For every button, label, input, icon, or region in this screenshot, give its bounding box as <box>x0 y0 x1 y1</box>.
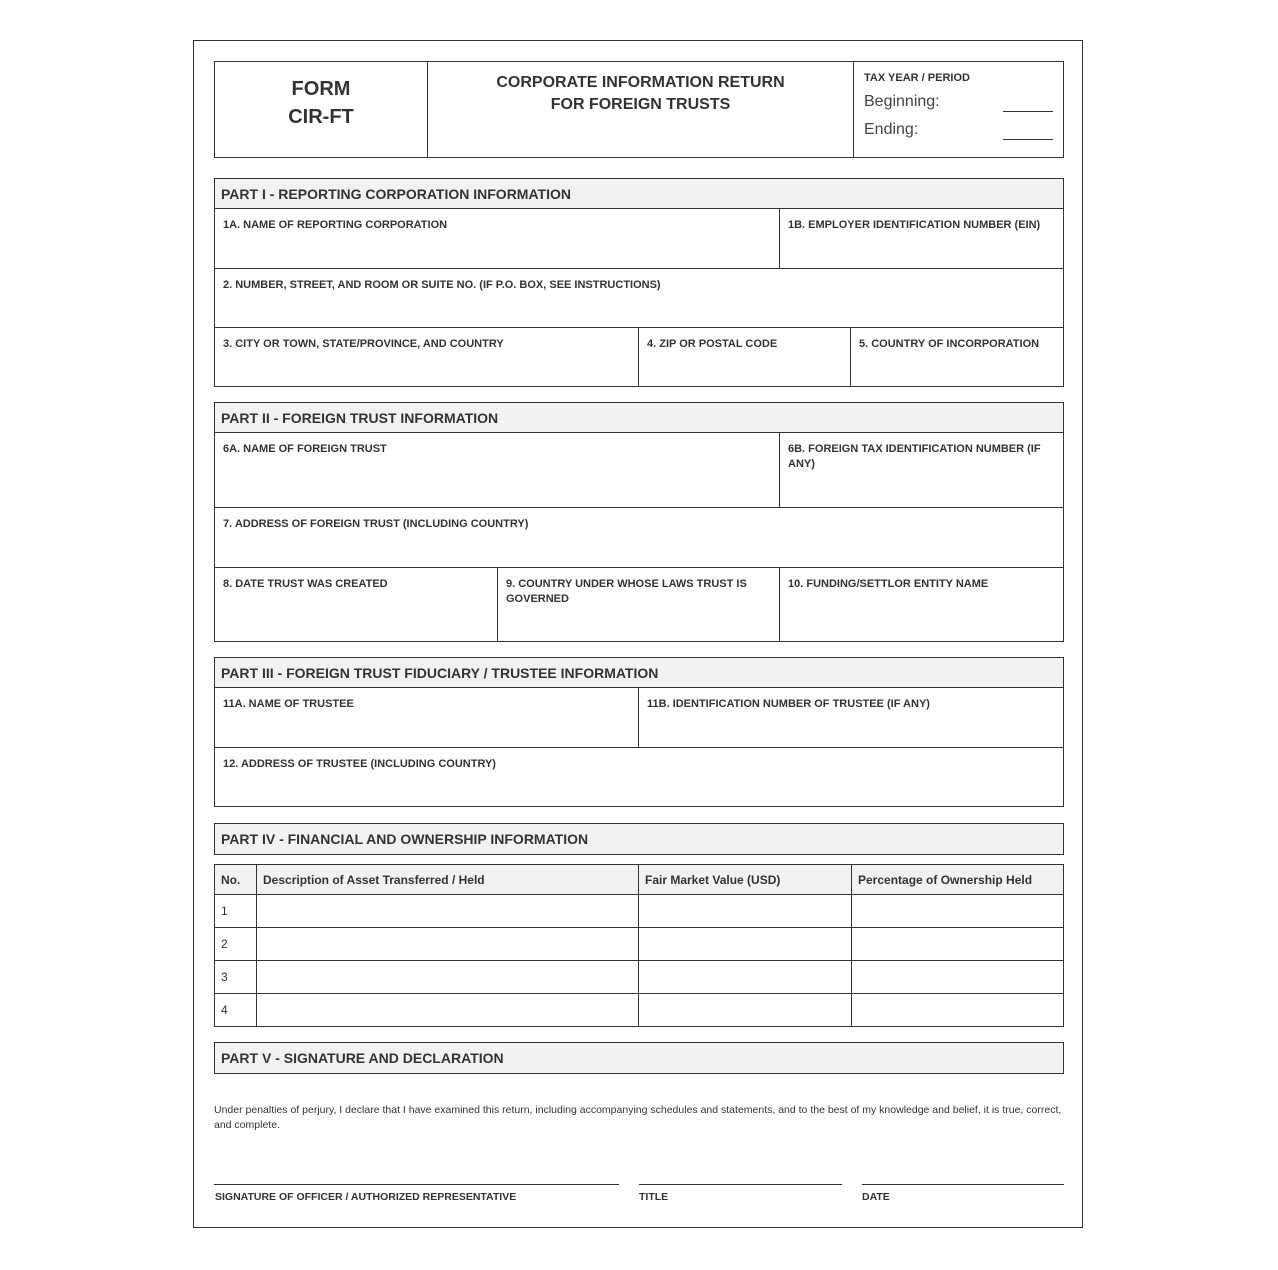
row-number: 1 <box>215 895 257 928</box>
form-title-box <box>428 62 854 157</box>
col-no: No. <box>215 865 257 895</box>
date-label: DATE <box>862 1191 890 1203</box>
table-row <box>215 961 1064 994</box>
part2-section <box>214 402 1064 642</box>
col-ownership-percentage: Percentage of Ownership Held <box>852 865 1064 895</box>
field-5[interactable]: 5. COUNTRY OF INCORPORATION <box>859 338 1040 350</box>
percentage-cell[interactable] <box>852 895 1064 928</box>
form-header <box>214 61 1064 158</box>
part1-row2 <box>215 269 1063 328</box>
part2-row1 <box>215 433 1063 508</box>
asset-table <box>214 864 1064 1027</box>
value-cell[interactable] <box>639 994 852 1027</box>
part4-title: PART IV - FINANCIAL AND OWNERSHIP INFORMATION <box>215 824 1063 854</box>
part5-title: PART V - SIGNATURE AND DECLARATION <box>215 1043 1063 1073</box>
form-number: CIR-FT <box>288 105 354 128</box>
part3-row2 <box>215 748 1063 806</box>
percentage-cell[interactable] <box>852 961 1064 994</box>
part1-section <box>214 178 1064 387</box>
description-cell[interactable] <box>257 928 639 961</box>
field-11b[interactable]: 11B. IDENTIFICATION NUMBER OF TRUSTEE (IF ANY) <box>647 698 930 710</box>
title-line[interactable] <box>639 1184 842 1185</box>
part1-row3 <box>215 328 1063 386</box>
field-7[interactable]: 7. ADDRESS OF FOREIGN TRUST (INCLUDING COUNTRY) <box>223 518 529 530</box>
beginning-row <box>864 93 1053 112</box>
declaration-text: Under penalties of perjury, I declare that I have examined this return, including accompanying schedules and statements, and to the best of my knowledge and belief, it is true, correct, and complete. <box>214 1104 1062 1131</box>
part2-title: PART II - FOREIGN TRUST INFORMATION <box>215 403 1063 433</box>
field-1b[interactable]: 1B. EMPLOYER IDENTIFICATION NUMBER (EIN) <box>788 219 1041 231</box>
part2-row2 <box>215 508 1063 568</box>
field-6a[interactable]: 6A. NAME OF FOREIGN TRUST <box>215 433 780 507</box>
part1-row1 <box>215 209 1063 269</box>
value-cell[interactable] <box>639 928 852 961</box>
part3-section <box>214 657 1064 807</box>
tax-period-label: TAX YEAR / PERIOD <box>864 72 970 84</box>
form-page <box>193 40 1083 1228</box>
ending-row <box>864 121 1053 140</box>
signature-line[interactable] <box>214 1184 619 1185</box>
field-2[interactable]: 2. NUMBER, STREET, AND ROOM OR SUITE NO. (IF P.O. BOX, SEE INSTRUCTIONS) <box>223 279 661 291</box>
description-cell[interactable] <box>257 895 639 928</box>
part5-section <box>214 1042 1064 1074</box>
part3-row1 <box>215 688 1063 748</box>
percentage-cell[interactable] <box>852 928 1064 961</box>
table-row <box>215 928 1064 961</box>
field-11a[interactable]: 11A. NAME OF TRUSTEE <box>215 688 639 747</box>
field-6b[interactable]: 6B. FOREIGN TAX IDENTIFICATION NUMBER (IF ANY) <box>788 443 1041 470</box>
field-8[interactable]: 8. DATE TRUST WAS CREATED <box>215 568 498 641</box>
description-cell[interactable] <box>257 994 639 1027</box>
part4-section <box>214 823 1064 855</box>
form-id-box <box>215 62 428 157</box>
part1-title: PART I - REPORTING CORPORATION INFORMATION <box>215 179 1063 209</box>
description-cell[interactable] <box>257 961 639 994</box>
part2-row3 <box>215 568 1063 641</box>
col-fair-market-value: Fair Market Value (USD) <box>639 865 852 895</box>
tax-period-box <box>854 62 1063 157</box>
col-description: Description of Asset Transferred / Held <box>257 865 639 895</box>
beginning-field[interactable] <box>1003 111 1053 112</box>
percentage-cell[interactable] <box>852 994 1064 1027</box>
field-9[interactable]: 9. COUNTRY UNDER WHOSE LAWS TRUST IS GOVERNED <box>498 568 780 641</box>
value-cell[interactable] <box>639 895 852 928</box>
table-row <box>215 895 1064 928</box>
asset-table-header <box>215 865 1064 895</box>
form-label: FORM <box>291 77 351 100</box>
part3-title: PART III - FOREIGN TRUST FIDUCIARY / TRUSTEE INFORMATION <box>215 658 1063 688</box>
date-line[interactable] <box>862 1184 1064 1185</box>
ending-label: Ending: <box>864 121 919 138</box>
row-number: 3 <box>215 961 257 994</box>
field-1a[interactable]: 1A. NAME OF REPORTING CORPORATION <box>215 209 780 268</box>
value-cell[interactable] <box>639 961 852 994</box>
field-12[interactable]: 12. ADDRESS OF TRUSTEE (INCLUDING COUNTRY) <box>223 758 496 770</box>
ending-field[interactable] <box>1003 139 1053 140</box>
table-row <box>215 994 1064 1027</box>
row-number: 4 <box>215 994 257 1027</box>
beginning-label: Beginning: <box>864 93 940 110</box>
row-number: 2 <box>215 928 257 961</box>
title-label: TITLE <box>639 1191 669 1203</box>
signature-label: SIGNATURE OF OFFICER / AUTHORIZED REPRESENTATIVE <box>215 1191 517 1203</box>
field-10[interactable]: 10. FUNDING/SETTLOR ENTITY NAME <box>788 578 989 590</box>
form-title-line1: CORPORATE INFORMATION RETURN <box>496 74 785 91</box>
field-4[interactable]: 4. ZIP OR POSTAL CODE <box>639 328 851 386</box>
form-title-line2: FOR FOREIGN TRUSTS <box>550 96 731 113</box>
field-3[interactable]: 3. CITY OR TOWN, STATE/PROVINCE, AND COUNTRY <box>215 328 639 386</box>
